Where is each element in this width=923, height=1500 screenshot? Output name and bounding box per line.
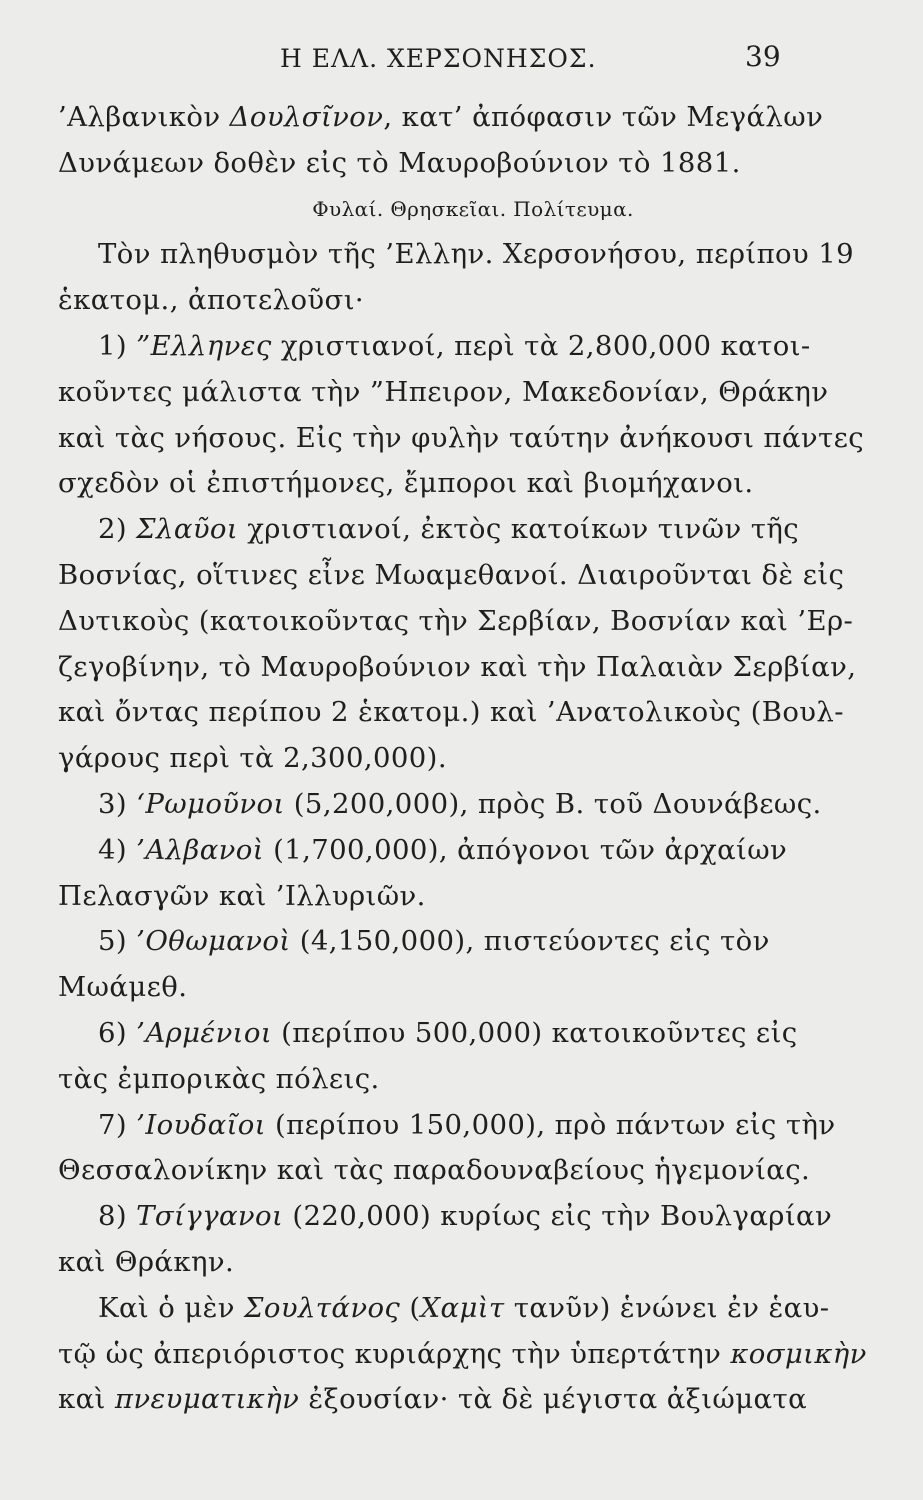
text-line (58, 599, 854, 645)
text-line (58, 874, 828, 920)
text-run: (περίπου 500,000) κατοικοῦντες εἰς (272, 1016, 798, 1049)
text-run: 2) (98, 513, 137, 546)
text-run: τῷ ὡς ἀπεριόριστος κυριάρχης τὴν ὑπερτάτην (58, 1337, 731, 1370)
italic-term: ’Αλβανοὶ (136, 833, 264, 866)
text-line (58, 1148, 828, 1194)
text-line (58, 370, 828, 416)
italic-term: Τσίγγανοι (136, 1200, 284, 1233)
text-run: Τὸν πληθυσμὸν τῆς ’Ελλην. Χερσονήσου, περίπου 19 (98, 238, 855, 271)
text-run: Μωάμεθ. (58, 971, 188, 1004)
text-line (58, 278, 828, 324)
text-run: ζεγοβίνην, τὸ Μαυροβούνιον καὶ τὴν Παλαιὰν Σερβίαν, (58, 650, 857, 683)
italic-term: Χαμὶτ (420, 1291, 505, 1324)
text-line (58, 1240, 828, 1286)
text-run: 3) (98, 787, 137, 820)
italic-term: κοσμικὴν (730, 1337, 867, 1370)
text-run: καὶ τὰς νήσους. Εἰς τὴν φυλὴν ταύτην ἀνήκουσι πάντες (58, 421, 865, 454)
text-line (58, 828, 828, 874)
body-text (58, 95, 867, 1423)
text-run: καὶ Θράκην. (58, 1245, 235, 1278)
text-run: 7) (98, 1108, 137, 1141)
italic-term: ’Οθωμανοὶ (136, 925, 291, 958)
text-run: καὶ (58, 1383, 115, 1416)
text-line (58, 141, 828, 187)
text-run: κοῦντες μάλιστα τὴν ”Ηπειρον, Μακεδονίαν, Θράκην (58, 375, 829, 408)
italic-term: Δουλσῖνον (229, 101, 384, 133)
text-line (58, 1377, 828, 1423)
text-run: καὶ ὄντας περίπου 2 ἑκατομ.) καὶ ’Ανατολικοὺς (Βουλ- (58, 696, 844, 729)
text-line (58, 507, 828, 553)
text-run: (περίπου 150,000), πρὸ πάντων εἰς τὴν (265, 1108, 836, 1141)
text-line (58, 461, 828, 507)
text-line (58, 232, 855, 278)
text-line (58, 690, 844, 736)
text-run: (4,150,000), πιστεύοντες εἰς τὸν (290, 925, 770, 958)
text-run: ’Αλβανικὸν (58, 101, 230, 133)
text-run: γάρους περὶ τὰ 2,300,000). (58, 742, 447, 775)
text-run: Θεσσαλονίκην καὶ τὰς παραδουναβείους ἡγεμονίας. (58, 1154, 811, 1187)
text-run: σχεδὸν οἱ ἐπιστήμονες, ἔμποροι καὶ βιομήχανοι. (58, 467, 754, 500)
text-run: ( (400, 1291, 421, 1324)
text-line (58, 782, 828, 828)
italic-term: ’Ιουδαῖοι (136, 1108, 266, 1141)
text-run: χριστιανοί, περὶ τὰ 2,800,000 κατοι- (271, 329, 811, 362)
italic-term: ”Ελληνες (136, 329, 272, 362)
text-run: Πελασγῶν καὶ ’Ιλλυριῶν. (58, 879, 426, 912)
italic-term: Σουλτάνος (244, 1291, 401, 1324)
text-line (58, 736, 828, 782)
text-line (58, 1194, 833, 1240)
italic-term: Σλαῦοι (136, 513, 239, 546)
text-line (58, 324, 828, 370)
text-run: Βοσνίας, οἵτινες εἶνε Μωαμεθανοί. Διαιροῦνται δὲ εἰς (58, 558, 845, 591)
text-line (58, 553, 845, 599)
text-run: τανῦν) ἑνώνει ἐν ἑαυ- (504, 1291, 830, 1324)
italic-term: πνευματικὴν (114, 1383, 300, 1416)
text-run: ἑκατομ., ἀποτελοῦσι· (58, 284, 365, 317)
text-run: Καὶ ὁ μὲν (98, 1291, 245, 1324)
text-run: Φυλαί. Θρησκεῖαι. Πολίτευμα. (312, 196, 634, 221)
running-header: Η ΕΛΛ. ΧΕΡΣΟΝΗΣΟΣ. (280, 44, 597, 73)
text-run: 6) (98, 1016, 137, 1049)
italic-term: ‘Ρωμοῦνοι (136, 787, 285, 820)
text-run: ἐξουσίαν· τὰ δὲ μέγιστα ἀξιώματα (299, 1383, 808, 1416)
text-run: χριστιανοί, ἐκτὸς κατοίκων τινῶν τῆς (238, 513, 800, 546)
italic-term: ’Αρμένιοι (136, 1016, 273, 1049)
text-line (58, 95, 828, 141)
text-run: (220,000) κυρίως εἰς τὴν Βουλγαρίαν (283, 1200, 833, 1233)
text-run: (1,700,000), ἀπόγονοι τῶν ἀρχαίων (263, 833, 788, 866)
text-line (58, 1103, 836, 1149)
text-line (58, 1332, 867, 1378)
text-run: , κατ’ ἀπόφασιν τῶν Μεγάλων (383, 101, 824, 133)
text-line (58, 1057, 828, 1103)
text-run: τὰς ἐμπορικὰς πόλεις. (58, 1062, 380, 1095)
text-run: 5) (98, 925, 137, 958)
text-line (58, 919, 828, 965)
text-line (58, 1011, 828, 1057)
text-line (58, 1286, 828, 1332)
section-heading (58, 187, 828, 233)
page-number: 39 (745, 40, 781, 73)
text-line (58, 965, 828, 1011)
text-run: (5,200,000), πρὸς Β. τοῦ Δουνάβεως. (284, 787, 822, 820)
text-line (58, 416, 865, 462)
text-run: 8) (98, 1200, 137, 1233)
text-run: Δυνάμεων δοθὲν εἰς τὸ Μαυροβούνιον τὸ 1881. (58, 146, 741, 179)
text-line (58, 645, 857, 691)
text-run: 1) (98, 329, 137, 362)
text-run: 4) (98, 833, 137, 866)
text-run: Δυτικοὺς (κατοικοῦντας τὴν Σερβίαν, Βοσνίαν καὶ ’Ερ- (58, 604, 854, 637)
